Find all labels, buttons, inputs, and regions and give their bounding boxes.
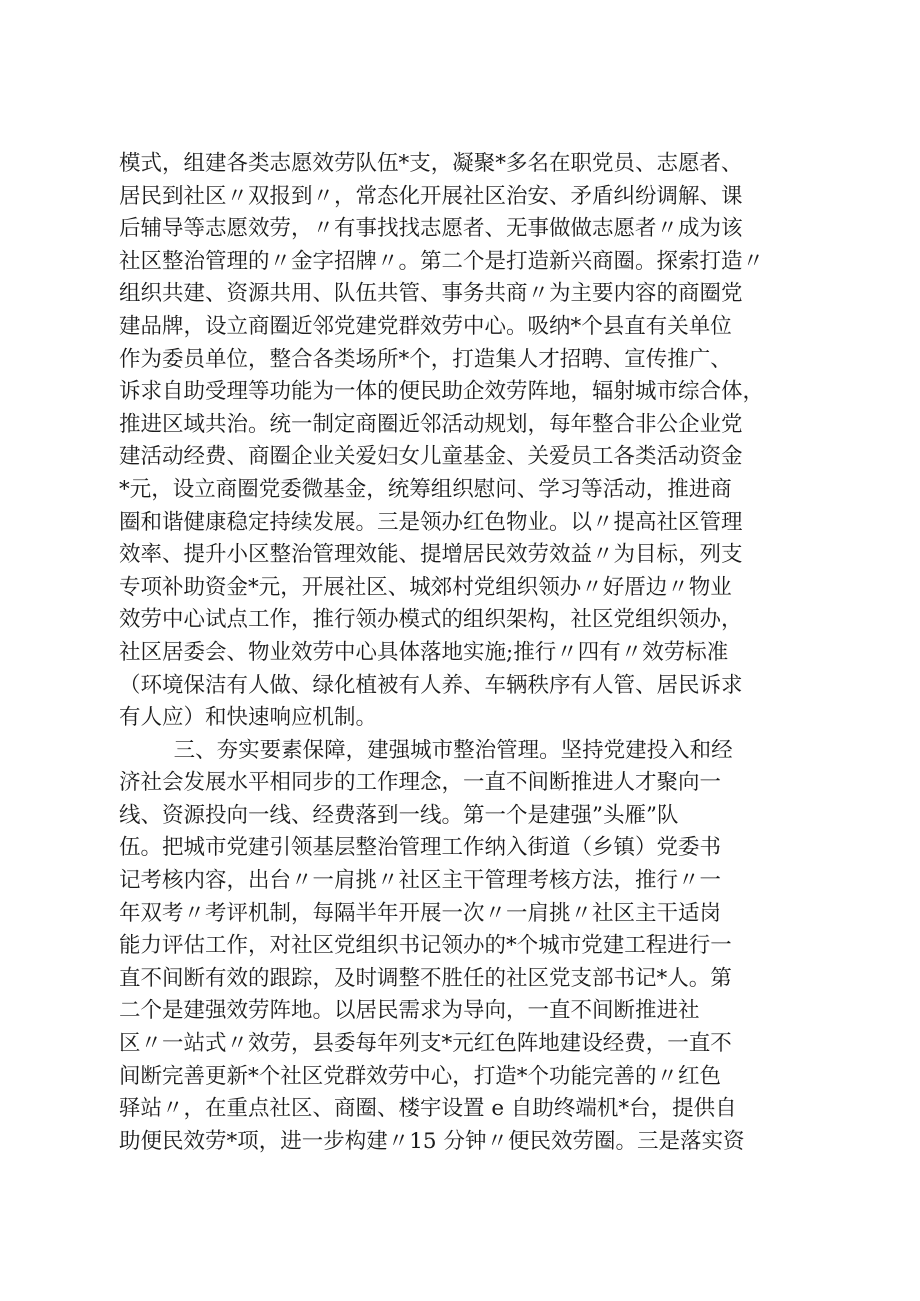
- text-line: 线、资源投向一线、经费落到一线。第一个是建强”头雁”队: [119, 802, 679, 828]
- text-line: 作为委员单位，整合各类场所*个，打造集人才招聘、宣传推广、: [119, 346, 732, 372]
- text-line: 驿站〃，在重点社区、商圈、楼宇设置 e 自助终端机*台，提供自: [119, 1096, 737, 1122]
- text-line: 有人应）和快速响应机制。: [119, 705, 378, 731]
- text-line: 济社会发展水平相同步的工作理念，一直不间断推进人才聚向一: [119, 770, 722, 796]
- text-line: 伍。把城市党建引领基层整治管理工作纳入街道（乡镇）党委书: [119, 835, 722, 861]
- text-line: 后辅导等志愿效劳，〃有事找找志愿者、无事做做志愿者〃成为该: [119, 216, 743, 242]
- text-line: （环境保洁有人做、绿化植被有人养、车辆秩序有人管、居民诉求: [119, 672, 743, 698]
- text-line: 二个是建强效劳阵地。以居民需求为导向，一直不间断推进社: [119, 998, 700, 1024]
- body-text: [119, 148, 799, 1158]
- text-line: *元，设立商圈党委微基金，统筹组织慰问、学习等活动，推进商: [119, 476, 732, 502]
- text-line: 记考核内容，出台〃一肩挑〃社区主干管理考核方法，推行〃一: [119, 868, 722, 894]
- text-line: 社区居委会、物业效劳中心具体落地实施;推行〃四有〃效劳标准: [119, 639, 729, 665]
- text-line: 社区整治管理的〃金字招牌〃。第二个是打造新兴商圈。探索打造〃: [119, 248, 765, 274]
- text-line: 推进区域共治。统一制定商圈近邻活动规划，每年整合非公企业党: [119, 411, 743, 437]
- text-line: 模式，组建各类志愿效劳队伍*支，凝聚*多名在职党员、志愿者、: [119, 151, 743, 176]
- text-line: 建品牌，设立商圈近邻党建党群效劳中心。吸纳*个县直有关单位: [119, 313, 732, 339]
- text-line: 区〃一站式〃效劳，县委每年列支*元红色阵地建设经费，一直不: [119, 1031, 732, 1057]
- text-line: 专项补助资金*元，开展社区、城郊村党组织领办〃好厝边〃物业: [119, 574, 732, 600]
- text-line: 居民到社区〃双报到〃，常态化开展社区治安、矛盾纠纷调解、课: [119, 183, 743, 209]
- text-line: 间断完善更新*个社区党群效劳中心，打造*个功能完善的〃红色: [119, 1063, 722, 1089]
- text-line: 圈和谐健康稳定持续发展。三是领办红色物业。以〃提高社区管理: [119, 509, 743, 535]
- text-line: 三、夯实要素保障，建强城市整治管理。坚持党建投入和经: [119, 737, 733, 763]
- text-line: 效率、提升小区整治管理效能、提增居民效劳效益〃为目标，列支: [119, 542, 743, 568]
- text-line: 诉求自助受理等功能为一体的便民助企效劳阵地，辐射城市综合体，: [119, 379, 765, 405]
- text-line: 组织共建、资源共用、队伍共管、事务共商〃为主要内容的商圈党: [119, 281, 743, 307]
- text-line: 助便民效劳*项，进一步构建〃15 分钟〃便民效劳圈。三是落实资: [119, 1128, 745, 1154]
- text-line: 建活动经费、商圈企业关爱妇女儿童基金、关爱员工各类活动资金: [119, 444, 743, 470]
- text-line: 效劳中心试点工作，推行领办模式的组织架构，社区党组织领办，: [119, 607, 743, 633]
- text-line: 直不间断有效的跟踪，及时调整不胜任的社区党支部书记*人。第: [119, 965, 732, 991]
- text-line: 年双考〃考评机制，每隔半年开展一次〃一肩挑〃社区主干适岗: [119, 900, 722, 926]
- text-line: 能力评估工作，对社区党组织书记领办的*个城市党建工程进行一: [119, 933, 732, 959]
